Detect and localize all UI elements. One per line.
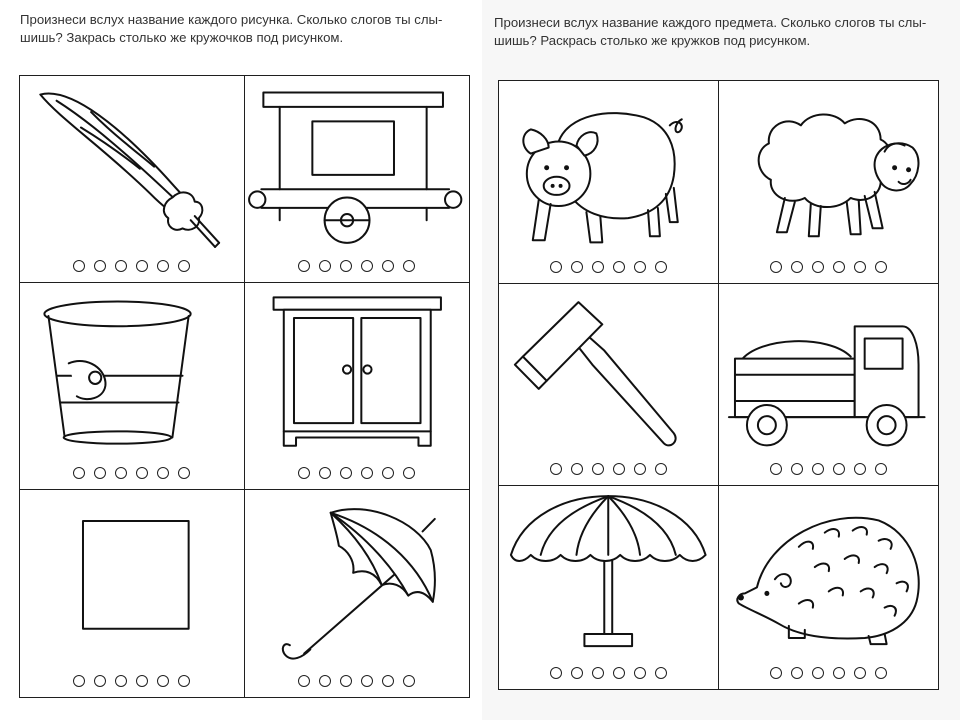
syllable-circle[interactable]: [812, 463, 824, 475]
syllable-circle[interactable]: [613, 667, 625, 679]
syllable-circle[interactable]: [571, 261, 583, 273]
syllable-circle[interactable]: [592, 261, 604, 273]
syllable-circles: [245, 675, 470, 687]
syllable-circle[interactable]: [550, 463, 562, 475]
syllable-circle[interactable]: [73, 675, 85, 687]
syllable-circle[interactable]: [571, 463, 583, 475]
syllable-circle[interactable]: [403, 260, 415, 272]
picture-cell-hedgehog: [719, 486, 939, 689]
syllable-circles: [20, 675, 244, 687]
syllable-circles: [245, 260, 470, 272]
hedgehog-icon: [719, 486, 939, 689]
syllable-circle[interactable]: [157, 675, 169, 687]
syllable-circle[interactable]: [791, 667, 803, 679]
pig-icon: [499, 81, 718, 283]
left-picture-grid: [19, 75, 470, 698]
sheep-icon: [719, 81, 939, 283]
syllable-circle[interactable]: [157, 260, 169, 272]
syllable-circles: [719, 261, 939, 273]
syllable-circles: [499, 463, 718, 475]
syllable-circle[interactable]: [382, 675, 394, 687]
syllable-circle[interactable]: [178, 675, 190, 687]
syllable-circle[interactable]: [157, 467, 169, 479]
syllable-circle[interactable]: [550, 261, 562, 273]
syllable-circle[interactable]: [136, 675, 148, 687]
syllable-circles: [499, 261, 718, 273]
syllable-circle[interactable]: [613, 463, 625, 475]
feather-icon: [20, 76, 244, 282]
syllable-circle[interactable]: [136, 467, 148, 479]
syllable-circle[interactable]: [791, 463, 803, 475]
picture-cell-feather: [20, 76, 245, 283]
dump-truck-icon: [719, 284, 939, 486]
syllable-circle[interactable]: [875, 261, 887, 273]
syllable-circle[interactable]: [340, 675, 352, 687]
umbrella-icon: [245, 490, 470, 697]
picture-cell-wardrobe: [245, 283, 470, 490]
syllable-circle[interactable]: [791, 261, 803, 273]
syllable-circle[interactable]: [340, 467, 352, 479]
syllable-circle[interactable]: [115, 260, 127, 272]
syllable-circle[interactable]: [319, 467, 331, 479]
syllable-circle[interactable]: [73, 467, 85, 479]
syllable-circle[interactable]: [403, 675, 415, 687]
syllable-circle[interactable]: [833, 667, 845, 679]
syllable-circle[interactable]: [298, 260, 310, 272]
syllable-circle[interactable]: [298, 467, 310, 479]
square-icon: [20, 490, 244, 697]
syllable-circle[interactable]: [634, 261, 646, 273]
syllable-circle[interactable]: [655, 463, 667, 475]
syllable-circle[interactable]: [340, 260, 352, 272]
syllable-circle[interactable]: [854, 667, 866, 679]
right-worksheet-page: [482, 0, 960, 720]
syllable-circle[interactable]: [178, 260, 190, 272]
syllable-circle[interactable]: [875, 463, 887, 475]
syllable-circle[interactable]: [812, 667, 824, 679]
syllable-circle[interactable]: [319, 260, 331, 272]
right-instruction-text: Произнеси вслух название каждого предмета. Сколько слогов ты слы-шишь? Раскрась столько же кружков под рисунком.: [494, 15, 927, 48]
syllable-circle[interactable]: [770, 667, 782, 679]
syllable-circle[interactable]: [634, 667, 646, 679]
syllable-circle[interactable]: [812, 261, 824, 273]
hammer-icon: [499, 284, 718, 486]
beach-umbrella-icon: [499, 486, 718, 689]
syllable-circle[interactable]: [403, 467, 415, 479]
picture-cell-wagon: [245, 76, 470, 283]
syllable-circles: [245, 467, 470, 479]
picture-cell-square: [20, 490, 245, 697]
syllable-circle[interactable]: [571, 667, 583, 679]
syllable-circle[interactable]: [655, 261, 667, 273]
picture-cell-sheep: [719, 81, 939, 284]
syllable-circle[interactable]: [613, 261, 625, 273]
picture-cell-dump-truck: [719, 284, 939, 487]
syllable-circles: [499, 667, 718, 679]
syllable-circles: [20, 467, 244, 479]
syllable-circle[interactable]: [94, 675, 106, 687]
syllable-circle[interactable]: [382, 260, 394, 272]
syllable-circle[interactable]: [178, 467, 190, 479]
syllable-circle[interactable]: [319, 675, 331, 687]
syllable-circle[interactable]: [655, 667, 667, 679]
syllable-circle[interactable]: [875, 667, 887, 679]
picture-cell-umbrella: [245, 490, 470, 697]
wardrobe-icon: [245, 283, 470, 489]
syllable-circle[interactable]: [94, 260, 106, 272]
picture-cell-hammer: [499, 284, 719, 487]
syllable-circle[interactable]: [298, 675, 310, 687]
picture-cell-pig: [499, 81, 719, 284]
picture-cell-beach-umbrella: [499, 486, 719, 689]
syllable-circle[interactable]: [854, 463, 866, 475]
syllable-circle[interactable]: [382, 467, 394, 479]
syllable-circle[interactable]: [592, 463, 604, 475]
syllable-circle[interactable]: [592, 667, 604, 679]
syllable-circle[interactable]: [115, 675, 127, 687]
syllable-circle[interactable]: [770, 261, 782, 273]
right-picture-grid: [498, 80, 939, 690]
syllable-circle[interactable]: [73, 260, 85, 272]
syllable-circle[interactable]: [550, 667, 562, 679]
syllable-circle[interactable]: [770, 463, 782, 475]
syllable-circles: [719, 667, 939, 679]
left-instruction-text: Произнеси вслух название каждого рисунка. Сколько слогов ты слы-шишь? Закрась столько же кружочков под рисунком.: [20, 12, 443, 45]
picture-cell-bucket: [20, 283, 245, 490]
syllable-circle[interactable]: [361, 675, 373, 687]
syllable-circle[interactable]: [854, 261, 866, 273]
syllable-circle[interactable]: [361, 260, 373, 272]
syllable-circle[interactable]: [361, 467, 373, 479]
syllable-circle[interactable]: [136, 260, 148, 272]
syllable-circles: [20, 260, 244, 272]
wagon-icon: [245, 76, 470, 282]
syllable-circle[interactable]: [94, 467, 106, 479]
syllable-circle[interactable]: [115, 467, 127, 479]
syllable-circle[interactable]: [634, 463, 646, 475]
bucket-icon: [20, 283, 244, 489]
syllable-circle[interactable]: [833, 463, 845, 475]
syllable-circle[interactable]: [833, 261, 845, 273]
syllable-circles: [719, 463, 939, 475]
